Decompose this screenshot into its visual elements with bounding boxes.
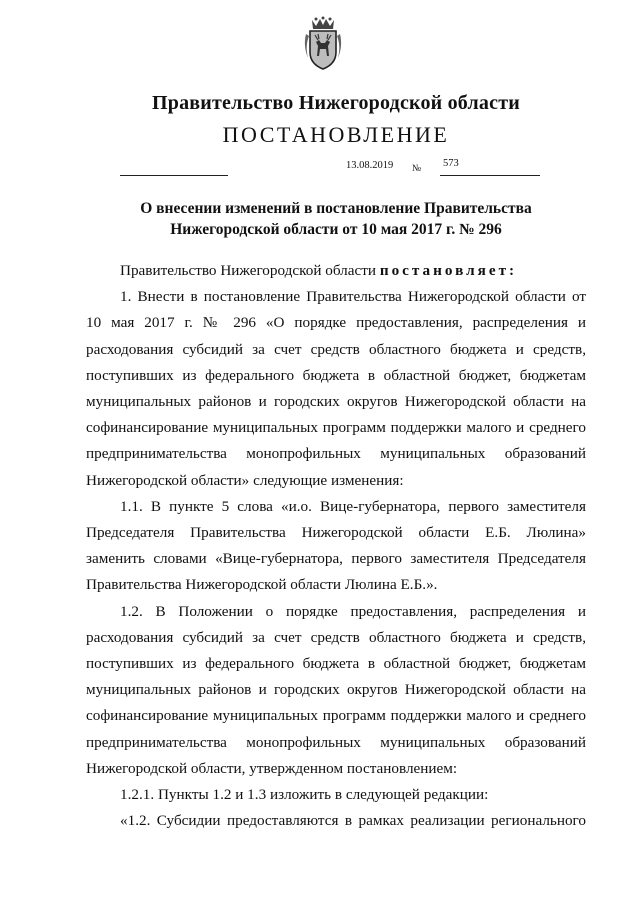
document-body (86, 258, 586, 834)
paragraph-quote: «1.2. Субсидии предоставляются в рамках реализации регионального (120, 812, 586, 830)
government-name: Правительство Нижегородской области (152, 92, 520, 114)
registration-number-underline (440, 175, 540, 176)
coat-of-arms-emblem (302, 16, 344, 72)
registration-number: 573 (443, 158, 459, 169)
intro-verb: постановляет: (379, 262, 518, 279)
paragraph-1-1: 1.1. В пункте 5 слова «и.о. Вице-губернатора, первого заместителя Председателя Правительства Нижегородской области Е.Б. Люлина» заменить словами «Вице-губернатора, первого заместителя Председателя Правительства Нижегородской области Люлина Е.Б.». (86, 497, 586, 594)
paragraph-1: 1. Внести в постановление Правительства Нижегородской области от 10 мая 2017 г. № 296 «О порядке предоставления, распределения и расходования субсидий за счет средств областного бюджета и средств, поступивших из федерального бюджета в областной бюджет, бюджетам муниципальных районов и городских округов Нижегородской области на софинансирование муниципальных программ поддержки малого и среднего предпринимательства монопрофильных муниципальных образований Нижегородской области» следующие изменения: (86, 288, 586, 489)
paragraph-1-2: 1.2. В Положении о порядке предоставления, распределения и расходования субсидий за счет средств областного бюджета и средств, поступивших из федерального бюджета в областной бюджет, бюджетам муниципальных районов и городских округов Нижегородской области на софинансирование муниципальных программ поддержки малого и среднего предпринимательства монопрофильных муниципальных образований Нижегородской области, утвержденном постановлением: (86, 602, 586, 777)
registration-number-sign: № (412, 164, 422, 174)
intro-subject: Правительство Нижегородской области (120, 262, 380, 279)
paragraph-1-2-1: 1.2.1. Пункты 1.2 и 1.3 изложить в следующей редакции: (120, 786, 489, 804)
intro-paragraph (86, 258, 586, 284)
title-line-2: Нижегородской области от 10 мая 2017 г. № 296 (170, 221, 502, 238)
document-type-heading: ПОСТАНОВЛЕНИЕ (222, 122, 450, 147)
document-title (120, 198, 552, 240)
title-line-1: О внесении изменений в постановление Правительства (140, 200, 532, 217)
registration-left-underline (120, 175, 228, 176)
registration-date: 13.08.2019 (346, 160, 394, 171)
